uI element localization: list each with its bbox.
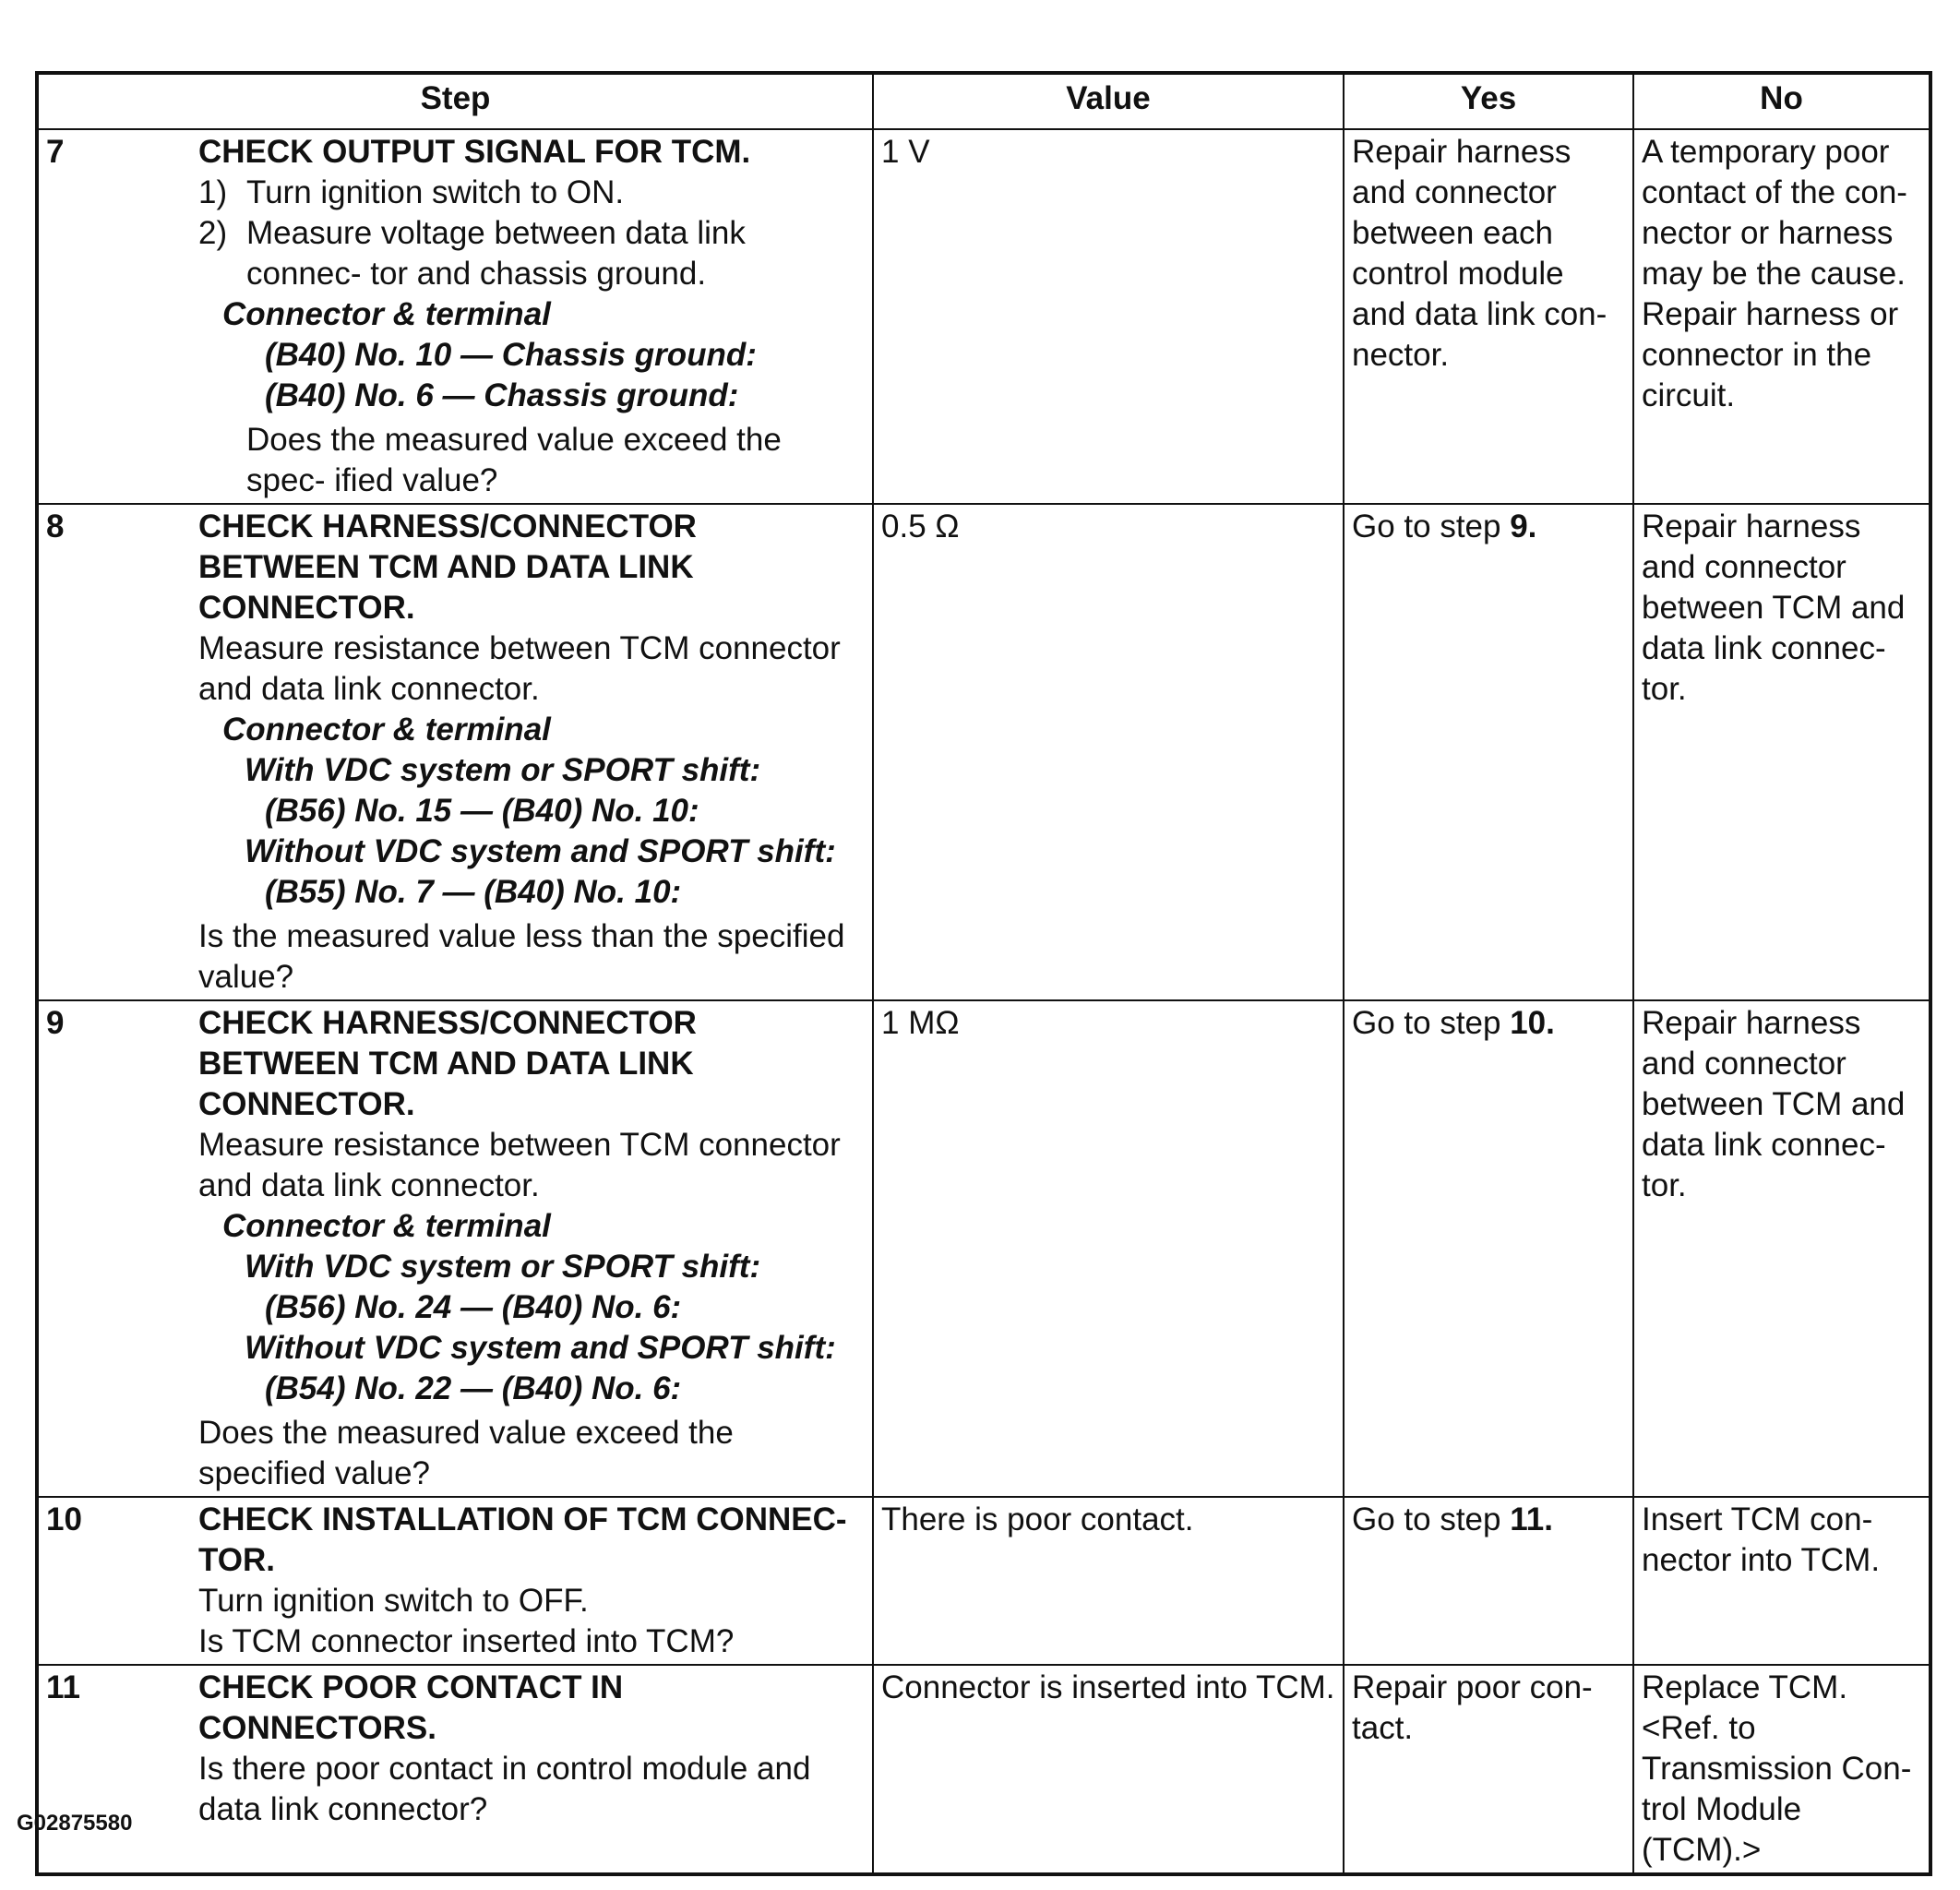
step-question: Does the measured value exceed the spec- ified value? xyxy=(246,422,782,498)
step-cell xyxy=(37,1000,873,1497)
yes-cell: Repair poor con- tact. xyxy=(1344,1665,1633,1874)
list-item xyxy=(198,213,865,294)
yes-prefix: Go to step xyxy=(1352,508,1511,544)
no-cell: Insert TCM con- nector into TCM. xyxy=(1633,1497,1930,1665)
terminal-line: (B54) No. 22 — (B40) No. 6: xyxy=(265,1370,682,1406)
step-cell xyxy=(37,1497,873,1665)
condition-line: With VDC system or SPORT shift: xyxy=(245,1249,761,1285)
header-no: No xyxy=(1633,73,1930,129)
step-question: Is there poor contact in control module and data link connector? xyxy=(198,1751,811,1827)
list-item xyxy=(198,173,865,213)
step-title: CHECK POOR CONTACT IN CONNECTORS. xyxy=(198,1669,624,1746)
yes-cell: Repair harness and connector between each control module and data link con- nector. xyxy=(1344,129,1633,504)
yes-prefix: Go to step xyxy=(1352,1005,1511,1041)
yes-step-link: 11. xyxy=(1510,1501,1553,1537)
figure-id: G02875580 xyxy=(17,1811,133,1836)
table-row xyxy=(37,1497,1930,1665)
header-yes: Yes xyxy=(1344,73,1633,129)
yes-step-link: 9. xyxy=(1510,508,1537,544)
step-title: CHECK INSTALLATION OF TCM CONNEC- TOR. xyxy=(198,1501,847,1578)
list-item-number: 2) xyxy=(198,215,228,251)
yes-cell xyxy=(1344,1000,1633,1497)
list-item-number: 1) xyxy=(198,174,228,210)
step-description: Turn ignition switch to OFF. xyxy=(198,1583,589,1619)
header-row xyxy=(37,73,1930,129)
header-step: Step xyxy=(37,73,873,129)
step-body xyxy=(198,1500,865,1662)
value-cell: 1 MΩ xyxy=(873,1000,1344,1497)
step-title: CHECK HARNESS/CONNECTOR BETWEEN TCM AND DATA LINK CONNECTOR. xyxy=(198,1005,697,1122)
step-title: CHECK OUTPUT SIGNAL FOR TCM. xyxy=(198,134,751,170)
terminal-line: (B56) No. 15 — (B40) No. 10: xyxy=(265,793,699,829)
yes-prefix: Go to step xyxy=(1352,1501,1511,1537)
no-cell: Repair harness and connector between TCM and data link connec- tor. xyxy=(1633,1000,1930,1497)
step-description: Measure resistance between TCM connector and data link connector. xyxy=(198,1127,841,1203)
terminal-line: (B40) No. 10 — Chassis ground: xyxy=(265,337,757,373)
step-number: 9 xyxy=(46,1005,65,1041)
yes-cell xyxy=(1344,504,1633,1000)
step-number: 10 xyxy=(46,1501,82,1537)
connector-terminal-label: Connector & terminal xyxy=(222,1208,551,1244)
table-row xyxy=(37,129,1930,504)
yes-cell xyxy=(1344,1497,1633,1665)
terminal-line: (B55) No. 7 — (B40) No. 10: xyxy=(265,874,682,910)
condition-line: Without VDC system and SPORT shift: xyxy=(245,833,836,869)
connector-terminal-label: Connector & terminal xyxy=(222,712,551,748)
step-number: 7 xyxy=(46,134,65,170)
step-question: Is the measured value less than the specified value? xyxy=(198,918,845,995)
step-question: Is TCM connector inserted into TCM? xyxy=(198,1623,735,1659)
step-body xyxy=(198,1668,865,1830)
yes-step-link: 10. xyxy=(1510,1005,1555,1041)
value-cell: 1 V xyxy=(873,129,1344,504)
step-question: Does the measured value exceed the specified value? xyxy=(198,1415,734,1491)
list-item-text: Turn ignition switch to ON. xyxy=(246,174,625,210)
table-row xyxy=(37,1000,1930,1497)
step-description: Measure resistance between TCM connector and data link connector. xyxy=(198,630,841,707)
no-cell: A temporary poor contact of the con- nector or harness may be the cause. Repair harness or connector in the circuit. xyxy=(1633,129,1930,504)
table-row xyxy=(37,504,1930,1000)
step-number: 11 xyxy=(46,1669,80,1705)
value-cell: 0.5 Ω xyxy=(873,504,1344,1000)
terminal-line: (B40) No. 6 — Chassis ground: xyxy=(265,377,739,413)
step-body xyxy=(198,132,865,501)
step-cell xyxy=(37,129,873,504)
step-cell xyxy=(37,504,873,1000)
no-cell: Replace TCM. <Ref. to Transmission Con- trol Module (TCM).> xyxy=(1633,1665,1930,1874)
step-cell xyxy=(37,1665,873,1874)
step-body xyxy=(198,1003,865,1494)
header-value: Value xyxy=(873,73,1344,129)
table-row xyxy=(37,1665,1930,1874)
value-cell: There is poor contact. xyxy=(873,1497,1344,1665)
list-item-text: Measure voltage between data link connec- tor and chassis ground. xyxy=(246,215,746,292)
no-cell: Repair harness and connector between TCM and data link connec- tor. xyxy=(1633,504,1930,1000)
connector-terminal-label: Connector & terminal xyxy=(222,296,551,332)
step-body xyxy=(198,507,865,998)
terminal-line: (B56) No. 24 — (B40) No. 6: xyxy=(265,1289,682,1325)
value-cell: Connector is inserted into TCM. xyxy=(873,1665,1344,1874)
condition-line: With VDC system or SPORT shift: xyxy=(245,752,761,788)
condition-line: Without VDC system and SPORT shift: xyxy=(245,1330,836,1366)
diagnostic-table xyxy=(35,71,1932,1876)
step-number: 8 xyxy=(46,508,65,544)
step-title: CHECK HARNESS/CONNECTOR BETWEEN TCM AND DATA LINK CONNECTOR. xyxy=(198,508,697,626)
